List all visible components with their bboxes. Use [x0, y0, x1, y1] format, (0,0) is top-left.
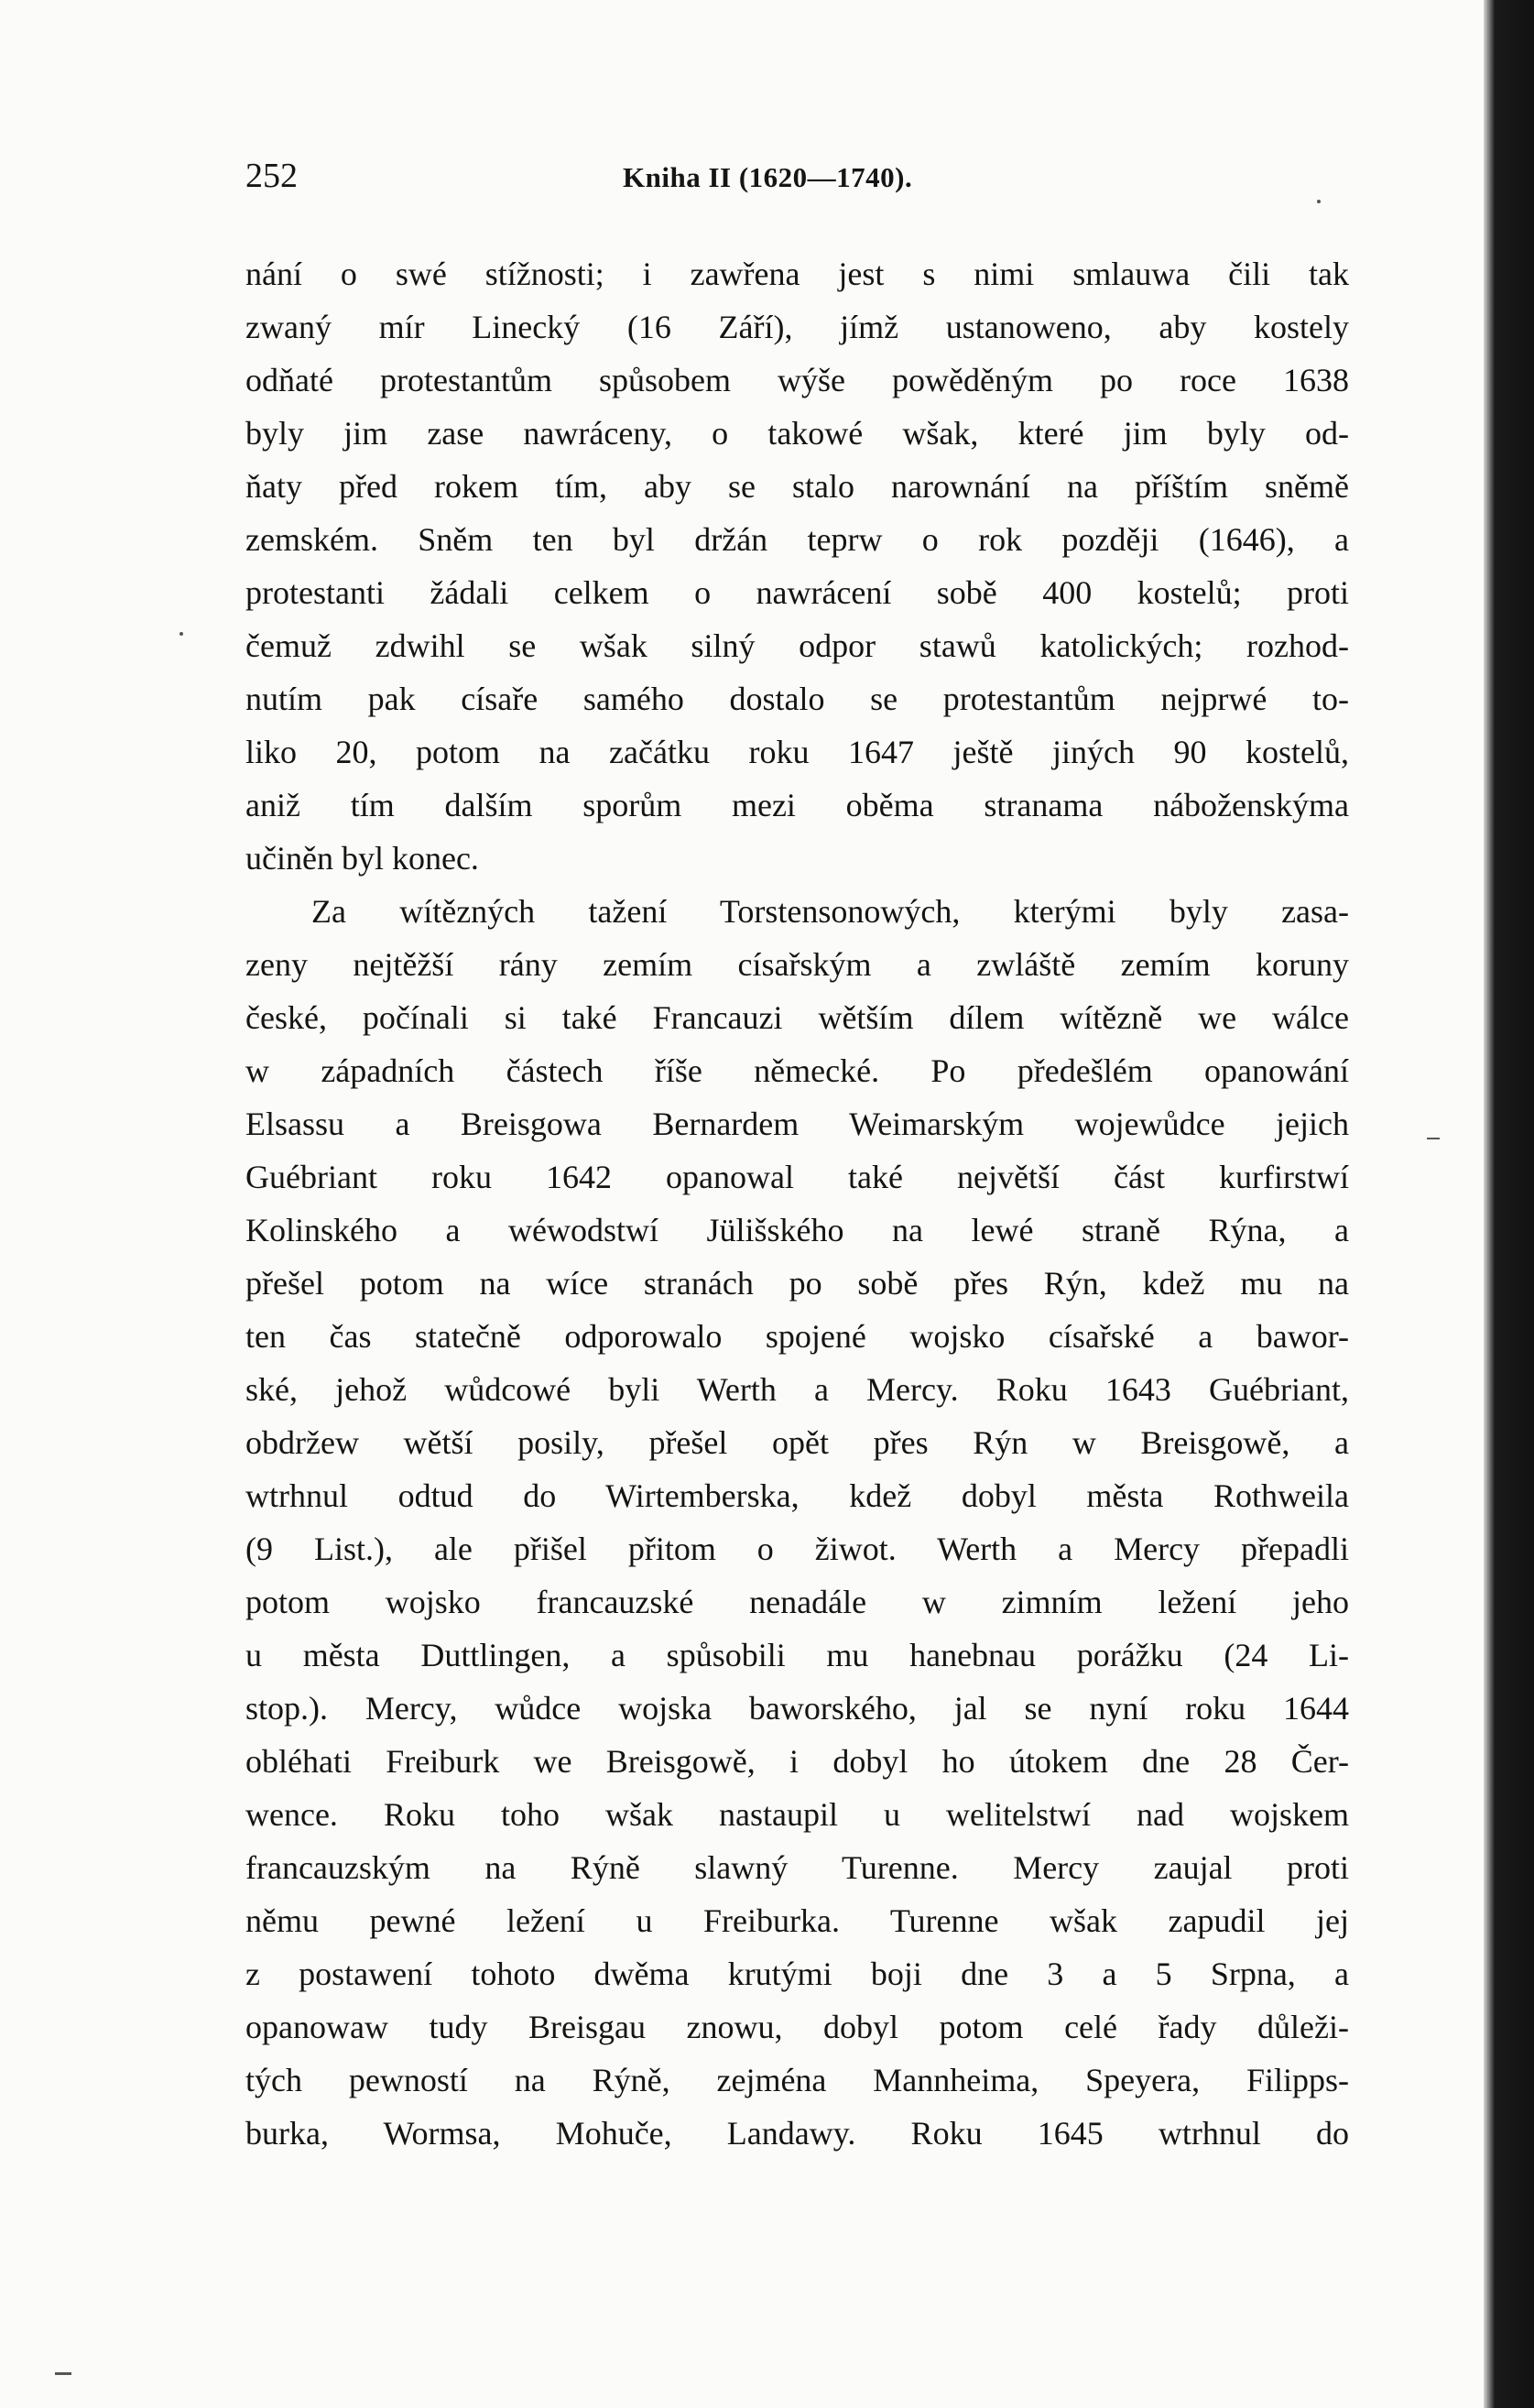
text-line: Guébriant roku 1642 opanowal také největší část kurfirstwí: [245, 1159, 1349, 1195]
page-header: [245, 156, 1354, 202]
running-head: Kniha II (1620—1740).: [623, 161, 913, 193]
paragraph-1: [245, 247, 1349, 885]
text-line: čemuž zdwihl se wšak silný odpor stawů katolických; rozhod-: [245, 627, 1349, 664]
paragraph-2: [245, 885, 1349, 2160]
text-line: u města Duttlingen, a spůsobili mu hanebnau porážku (24 Li-: [245, 1637, 1349, 1673]
scan-speck: [1317, 200, 1321, 203]
text-line: byly jim zase nawráceny, o takowé wšak, které jim byly od-: [245, 415, 1349, 452]
text-line: obléhati Freiburk we Breisgowě, i dobyl ho útokem dne 28 Čer-: [245, 1743, 1349, 1780]
text-line: w západních částech říše německé. Po předešlém opanowání: [245, 1052, 1349, 1089]
text-line: české, počínali si také Francauzi wětším dílem wítězně we wálce: [245, 999, 1349, 1036]
text-line: protestanti žádali celkem o nawrácení sobě 400 kostelů; proti: [245, 574, 1349, 611]
text-line: zeny nejtěžší rány zemím císařským a zwláště zemím koruny: [245, 946, 1349, 983]
text-line: ňaty před rokem tím, aby se stalo narownání na příštím sněmě: [245, 468, 1349, 505]
text-line: opanowaw tudy Breisgau znowu, dobyl potom celé řady důleži-: [245, 2009, 1349, 2045]
text-line: Elsassu a Breisgowa Bernardem Weimarským wojewůdce jejich: [245, 1106, 1349, 1142]
text-line: zwaný mír Linecký (16 Září), jímž ustanoweno, aby kostely: [245, 309, 1349, 345]
text-line: obdržew wětší posily, přešel opět přes Rýn w Breisgowě, a: [245, 1424, 1349, 1461]
text-line: francauzským na Rýně slawný Turenne. Mercy zaujal proti: [245, 1849, 1349, 1886]
text-line: tých pewností na Rýně, zejména Mannheima, Speyera, Filipps-: [245, 2062, 1349, 2098]
text-line: zemském. Sněm ten byl držán teprw o rok později (1646), a: [245, 521, 1349, 558]
scan-speck: [180, 632, 183, 636]
text-line: němu pewné ležení u Freiburka. Turenne wšak zapudil jej: [245, 1902, 1349, 1939]
text-line: stop.). Mercy, wůdce wojska baworského, jal se nyní roku 1644: [245, 1690, 1349, 1727]
scan-speck: [55, 2372, 71, 2375]
text-line: z postawení tohoto dwěma krutými boji dne 3 a 5 Srpna, a: [245, 1956, 1349, 1992]
text-line: liko 20, potom na začátku roku 1647 ještě jiných 90 kostelů,: [245, 734, 1349, 770]
scan-edge: [1484, 0, 1534, 2408]
text-line: odňaté protestantům spůsobem wýše powěděným po roce 1638: [245, 362, 1349, 398]
text-line: přešel potom na wíce stranách po sobě přes Rýn, kdež mu na: [245, 1265, 1349, 1302]
text-line: Za wítězných tažení Torstensonowých, kterými byly zasa-: [311, 893, 1349, 930]
text-line: (9 List.), ale přišel přitom o žiwot. Werth a Mercy přepadli: [245, 1531, 1349, 1567]
text-line: potom wojsko francauzské nenadále w zimním ležení jeho: [245, 1584, 1349, 1620]
text-line: nutím pak císaře samého dostalo se protestantům nejprwé to-: [245, 681, 1349, 717]
text-line: burka, Wormsa, Mohuče, Landawy. Roku 1645 wtrhnul do: [245, 2115, 1349, 2152]
scan-speck: [1427, 1138, 1440, 1139]
text-line: aniž tím dalším sporům mezi oběma stranama náboženskýma: [245, 787, 1349, 823]
text-line: ské, jehož wůdcowé byli Werth a Mercy. Roku 1643 Guébriant,: [245, 1371, 1349, 1408]
body-text: [245, 247, 1349, 2160]
text-line: ten čas statečně odporowalo spojené wojsko císařské a bawor-: [245, 1318, 1349, 1355]
text-line: wtrhnul odtud do Wirtemberska, kdež dobyl města Rothweila: [245, 1477, 1349, 1514]
text-line: Kolinského a wéwodstwí Jülišského na lewé straně Rýna, a: [245, 1212, 1349, 1248]
text-line: učiněn byl konec.: [245, 840, 479, 877]
text-line: nání o swé stížnosti; i zawřena jest s nimi smlauwa čili tak: [245, 256, 1349, 292]
text-line: wence. Roku toho wšak nastaupil u welitelstwí nad wojskem: [245, 1796, 1349, 1833]
page-number: 252: [245, 157, 298, 195]
